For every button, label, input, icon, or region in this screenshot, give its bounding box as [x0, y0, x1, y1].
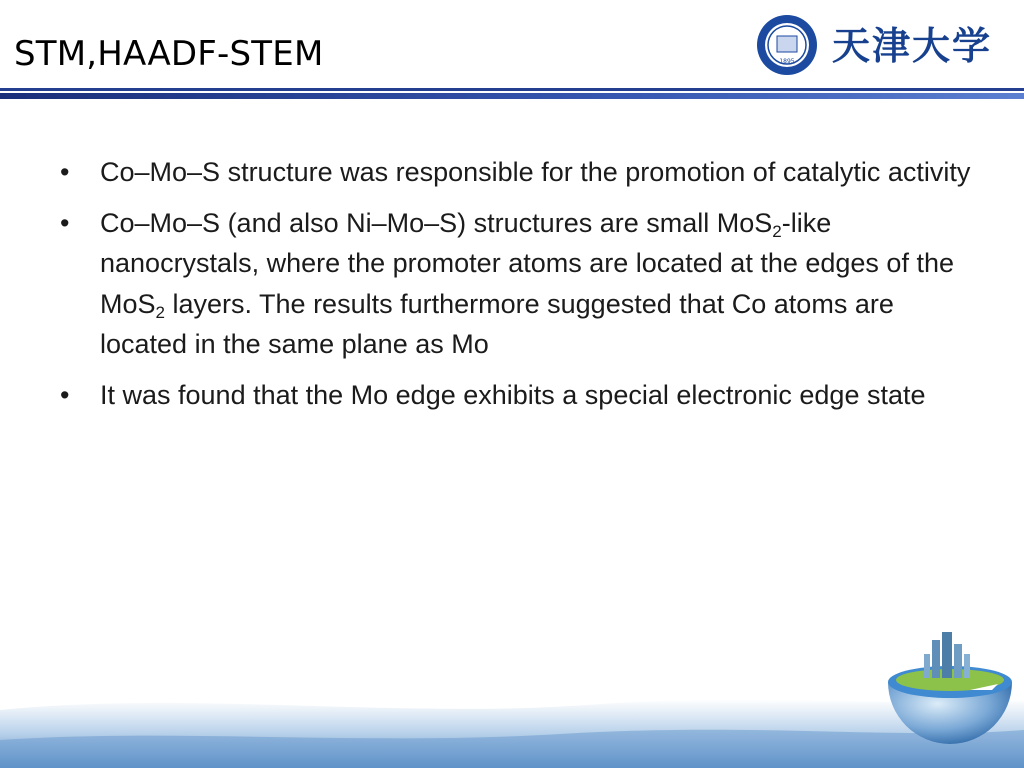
- bullet-text-part: layers. The results furthermore suggested that Co atoms are located in the same plane as Mo: [100, 288, 894, 359]
- header-rule-thick: [0, 93, 1024, 99]
- seal-year: 1895: [779, 58, 795, 65]
- bullet-text: [100, 208, 954, 360]
- subscript: 2: [155, 302, 165, 322]
- bullet-text-part: -like nanocrystals, where the promoter atoms are located at the edges of the MoS: [100, 207, 954, 319]
- bullet-item: [60, 375, 980, 416]
- bullet-item: [60, 203, 980, 365]
- bullet-dot: •: [60, 207, 70, 238]
- university-name-text: 天津大学: [832, 23, 993, 68]
- seal-icon: [756, 14, 818, 76]
- header-rule-thin: [0, 88, 1024, 91]
- subscript: 2: [772, 221, 782, 241]
- bullet-list: [60, 152, 980, 425]
- globe-city-icon: [880, 624, 1020, 764]
- slide-title: STM,HAADF-STEM: [14, 34, 324, 74]
- bullet-text-part: Co–Mo–S (and also Ni–Mo–S) structures are small MoS: [100, 207, 773, 238]
- university-logo: [756, 12, 996, 78]
- bottom-wave-decoration: [0, 690, 1024, 768]
- bullet-dot: •: [60, 157, 70, 187]
- bullet-item: [60, 152, 980, 193]
- bullet-text: Co–Mo–S structure was responsible for the promotion of catalytic activity: [100, 157, 971, 187]
- university-name: [828, 12, 996, 78]
- bullet-dot: •: [60, 379, 70, 410]
- bullet-text: It was found that the Mo edge exhibits a special electronic edge state: [100, 379, 926, 410]
